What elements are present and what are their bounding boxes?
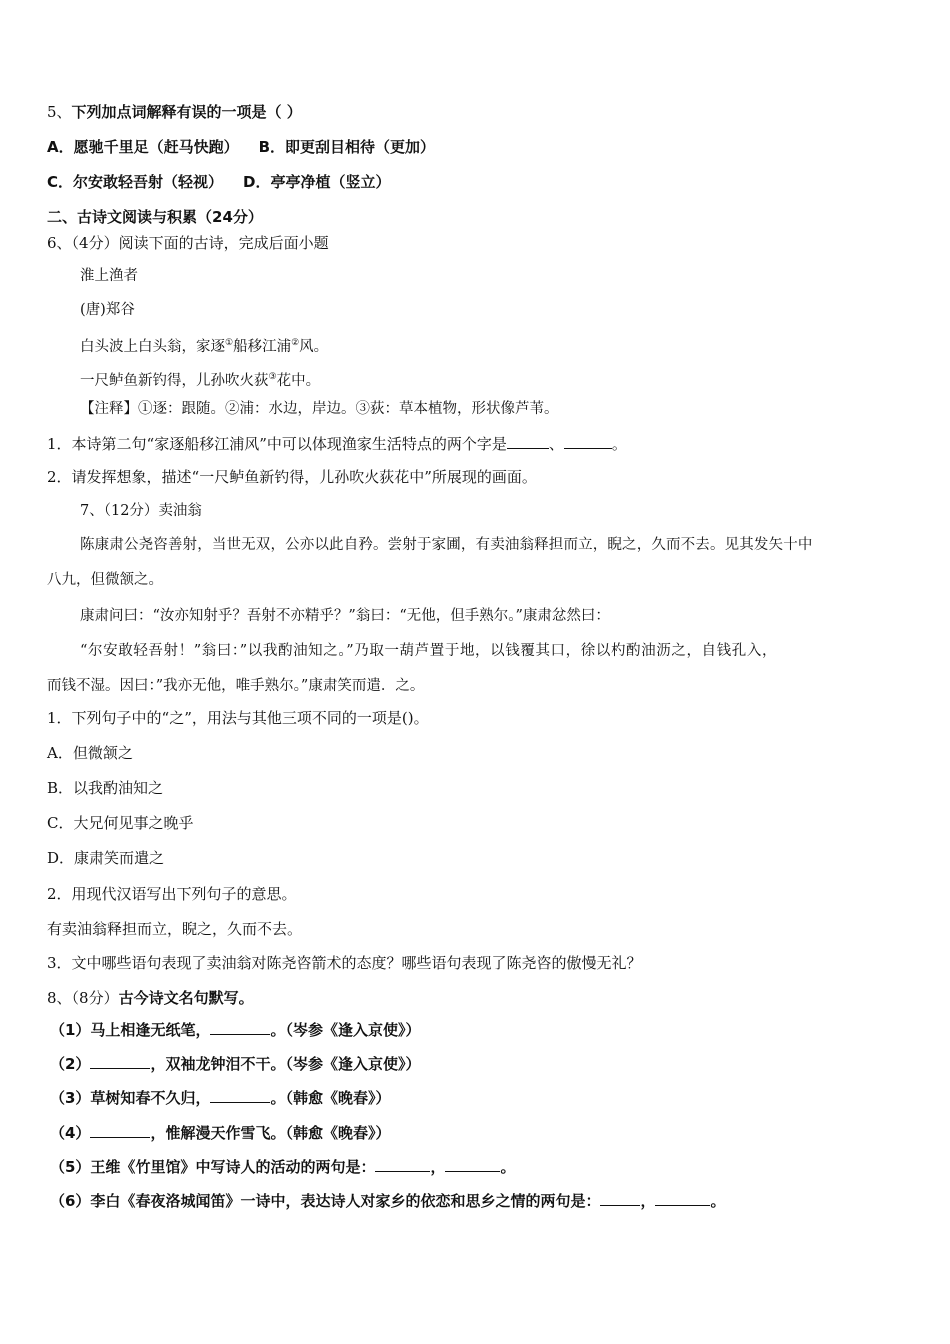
item-text: （2） xyxy=(50,1055,91,1073)
q5-options-cd xyxy=(47,172,390,192)
item-text: （4） xyxy=(50,1124,91,1142)
item-text: （6）李白《春夜洛城闻笛》一诗中，表达诗人对家乡的依恋和思乡之情的两句是： xyxy=(50,1192,601,1210)
footnote-mark: ② xyxy=(291,338,300,348)
q8-stem xyxy=(47,988,254,1008)
poem-notes: 【注释】①逐：跟随。②浦：水边，岸边。③荻：草本植物，形状像芦苇。 xyxy=(80,401,559,417)
q8-item-3 xyxy=(50,1088,390,1108)
answer-blank[interactable] xyxy=(445,1157,500,1172)
footnote-mark: ③ xyxy=(268,372,277,382)
q8-item-5 xyxy=(50,1157,515,1177)
poem-text: 白头波上白头翁，家逐 xyxy=(80,338,225,355)
q8-item-1 xyxy=(50,1020,420,1040)
period: 。 xyxy=(710,1192,726,1210)
item-text: （3）草树知春不久归， xyxy=(50,1089,211,1107)
q7-para2: 康肃问曰：“汝亦知射乎？吾射不亦精乎？”翁曰：“无他，但手熟尔。”康肃忿然曰： xyxy=(80,608,610,624)
poem-text: 船移江浦 xyxy=(233,338,292,355)
poem-line-1 xyxy=(80,333,328,357)
poem-text: 花中。 xyxy=(276,372,321,389)
q7-para1-line2: 八九，但微颔之。 xyxy=(47,572,163,588)
q7-para1-line1: 陈康肃公尧咨善射，当世无双，公亦以此自矜。尝射于家圃，有卖油翁释担而立，睨之，久而不去。见其发矢十中 xyxy=(80,537,813,553)
footnote-mark: ① xyxy=(225,338,234,348)
q8-number: 8、（8分） xyxy=(47,989,119,1007)
answer-blank[interactable] xyxy=(375,1157,430,1172)
q5-option-c: C．尔安敢轻吾射（轻视） xyxy=(47,173,224,191)
item-text: （5）王维《竹里馆》中写诗人的活动的两句是： xyxy=(50,1158,376,1176)
answer-blank[interactable] xyxy=(655,1191,710,1206)
q5-number: 5、 xyxy=(47,103,72,121)
section-title: 二、古诗文阅读与积累（24分） xyxy=(47,208,263,226)
item-text: 。（韩愈《晚春》） xyxy=(270,1089,391,1107)
answer-blank[interactable] xyxy=(210,1088,270,1103)
poem-text: 一尺鲈鱼新钓得，儿孙吹火荻 xyxy=(80,372,269,389)
q6-stem: 6、（4分）阅读下面的古诗，完成后面小题 xyxy=(47,234,329,252)
q5-option-b: B．即更刮目相待（更加） xyxy=(258,138,436,156)
q7-sub2: 2．用现代汉语写出下列句子的意思。 xyxy=(47,885,297,903)
q7-para3-line1: “尔安敢轻吾射！”翁曰：”以我酌油知之。”乃取一葫芦置于地，以钱覆其口，徐以杓酌油沥之，自钱孔入， xyxy=(80,643,778,659)
separator: 、 xyxy=(548,435,564,453)
poem-line-2 xyxy=(80,367,320,391)
separator: ， xyxy=(640,1192,656,1210)
q8-item-2 xyxy=(50,1054,420,1074)
separator: ， xyxy=(430,1158,446,1176)
item-text: ，惟解漫天作雪飞。（韩愈《晚春》） xyxy=(150,1124,391,1142)
q8-item-6 xyxy=(50,1191,725,1211)
answer-blank[interactable] xyxy=(564,434,612,449)
q5-option-d: D．亭亭净植（竖立） xyxy=(243,173,391,191)
answer-blank[interactable] xyxy=(507,434,549,449)
q7-option-c: C．大兄何见事之晚乎 xyxy=(47,814,194,832)
q8-item-4 xyxy=(50,1123,390,1143)
period: 。 xyxy=(611,435,627,453)
q7-option-d: D．康肃笑而遣之 xyxy=(47,849,165,867)
poem-author: (唐)郑谷 xyxy=(80,302,135,318)
period: 。 xyxy=(500,1158,516,1176)
q5-stem-text: 下列加点词解释有误的一项是（ ） xyxy=(71,103,302,121)
answer-blank[interactable] xyxy=(90,1123,150,1138)
q5-option-a: A．愿驰千里足（赶马快跑） xyxy=(47,138,239,156)
q6-sub2: 2．请发挥想象，描述“一尺鲈鱼新钓得，儿孙吹火荻花中”所展现的画面。 xyxy=(47,468,537,486)
q8-stem-text: 古今诗文名句默写。 xyxy=(118,989,254,1007)
answer-blank[interactable] xyxy=(90,1054,150,1069)
q5-stem xyxy=(47,102,302,122)
q7-sub2-sentence: 有卖油翁释担而立，睨之，久而不去。 xyxy=(47,920,303,938)
item-text: 。（岑参《逢入京使》） xyxy=(270,1021,421,1039)
q7-stem: 7、（12分）卖油翁 xyxy=(80,503,202,519)
poem-text: 风。 xyxy=(299,338,329,355)
poem-title: 淮上渔者 xyxy=(80,268,138,284)
question-text: 1．本诗第二句“家逐船移江浦风”中可以体现渔家生活特点的两个字是 xyxy=(47,435,507,453)
item-text: （1）马上相逢无纸笔， xyxy=(50,1021,211,1039)
answer-blank[interactable] xyxy=(210,1020,270,1035)
q7-sub1: 1．下列句子中的“之”，用法与其他三项不同的一项是()。 xyxy=(47,709,429,727)
q6-sub1 xyxy=(47,434,627,454)
item-text: ，双袖龙钟泪不干。（岑参《逢入京使》） xyxy=(150,1055,421,1073)
q5-options-ab xyxy=(47,137,435,157)
q7-option-b: B．以我酌油知之 xyxy=(47,779,164,797)
q7-para3-line2: 而钱不湿。因曰：”我亦无他，唯手熟尔。”康肃笑而遣．之。 xyxy=(47,678,425,694)
q7-option-a: A．但微颔之 xyxy=(47,744,133,762)
q7-sub3: 3．文中哪些语句表现了卖油翁对陈尧咨箭术的态度？哪些语句表现了陈尧咨的傲慢无礼？ xyxy=(47,954,642,972)
answer-blank[interactable] xyxy=(600,1191,640,1206)
